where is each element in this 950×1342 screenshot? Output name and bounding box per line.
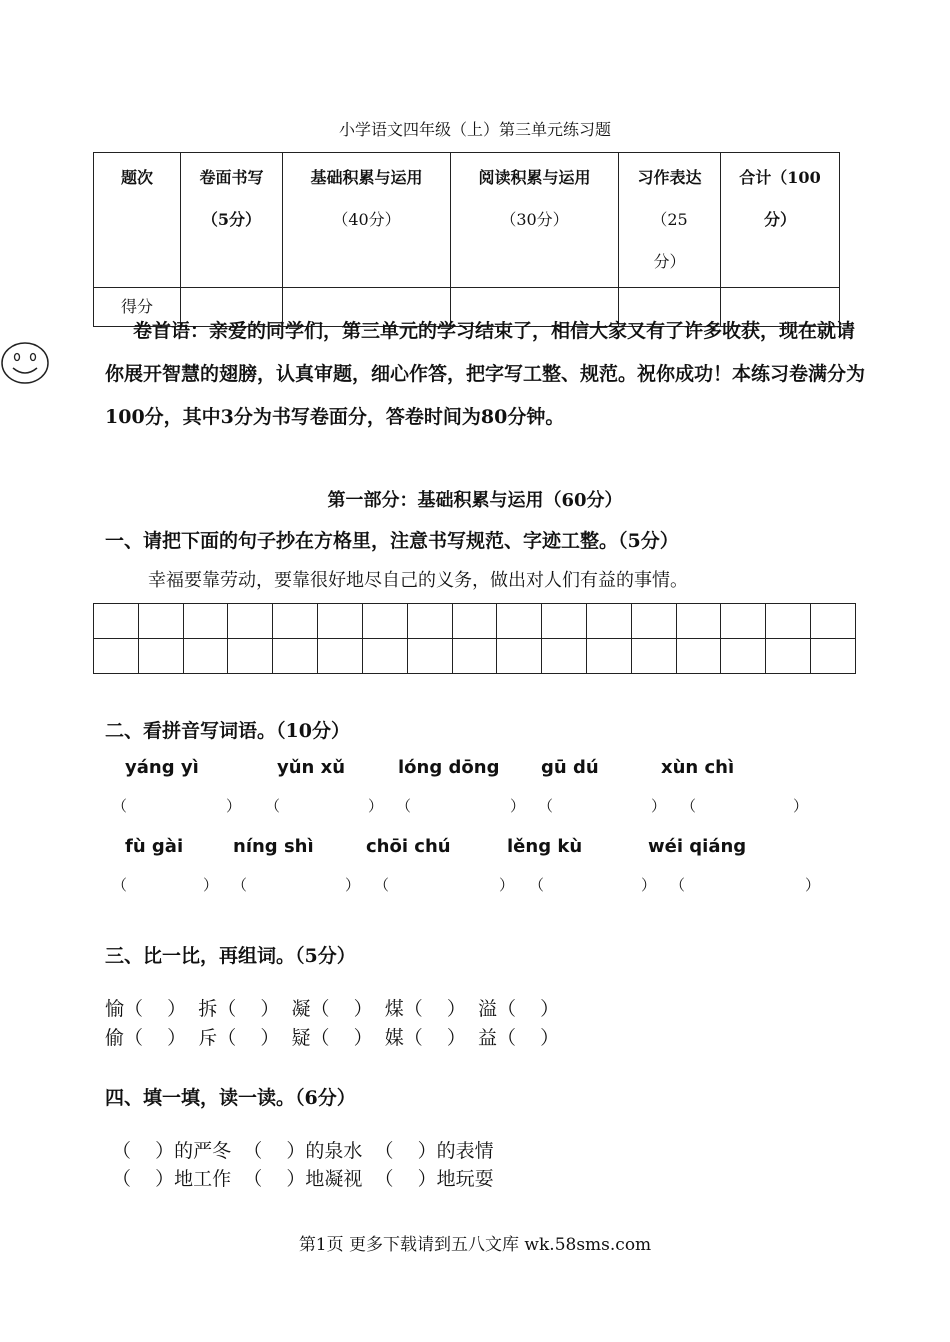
grid-cell[interactable]: [676, 604, 721, 639]
pinyin-item: wéi qiáng: [648, 836, 747, 857]
grid-cell[interactable]: [183, 639, 228, 674]
answer-paren-close: ）: [651, 797, 667, 815]
q2-heading: 二、看拼音写词语。（10分）: [105, 720, 350, 742]
q3-line: 愉（ ） 拆（ ） 凝（ ） 煤（ ） 溢（ ）: [105, 998, 560, 1020]
grid-cell[interactable]: [273, 639, 318, 674]
answer-paren-open: （: [232, 876, 248, 894]
grid-cell[interactable]: [721, 604, 766, 639]
header-cell-total: 合计（100 分）: [721, 153, 840, 288]
grid-cell[interactable]: [811, 604, 856, 639]
grid-cell[interactable]: [407, 639, 452, 674]
grid-cell[interactable]: [362, 604, 407, 639]
answer-paren-close: ）: [368, 797, 384, 815]
answer-paren-open: （: [112, 876, 128, 894]
answer-paren-open: （: [529, 876, 545, 894]
intro-paragraph: 卷首语：亲爱的同学们，第三单元的学习结束了，相信大家又有了许多收获，现在就请你展开智慧的翅膀，认真审题，细心作答，把字写工整、规范。祝你成功！本练习卷满分为100分，其中3分为书写卷面分，答卷时间为80分钟。: [105, 320, 866, 428]
header-cell-writing: 卷面书写 （5分）: [181, 153, 283, 288]
answer-paren-close: ）: [793, 797, 809, 815]
grid-cell[interactable]: [94, 639, 139, 674]
score-row-label: 得分: [94, 288, 181, 327]
grid-cell[interactable]: [228, 639, 273, 674]
q3-heading: 三、比一比，再组词。（5分）: [105, 945, 356, 967]
grid-cell[interactable]: [631, 604, 676, 639]
pinyin-item: xùn chì: [661, 757, 735, 778]
grid-cell[interactable]: [676, 639, 721, 674]
grid-cell[interactable]: [407, 604, 452, 639]
grid-cell[interactable]: [631, 639, 676, 674]
q1-heading: 一、请把下面的句子抄在方格里，注意书写规范、字迹工整。（5分）: [105, 530, 679, 552]
answer-paren-close: ）: [345, 876, 361, 894]
grid-row: [94, 604, 856, 639]
page-footer: 第1页 更多下载请到五八文库 wk.58sms.com: [298, 1235, 652, 1255]
grid-cell[interactable]: [542, 604, 587, 639]
smiley-face-icon: [0, 340, 50, 386]
answer-paren-open: （: [670, 876, 686, 894]
grid-cell[interactable]: [721, 639, 766, 674]
header-cell-reading: 阅读积累与运用 （30分）: [451, 153, 619, 288]
answer-paren-close: ）: [203, 876, 219, 894]
q4-heading: 四、填一填，读一读。（6分）: [105, 1087, 356, 1109]
q4-line: （ ）地工作 （ ）地凝视 （ ）地玩耍: [112, 1168, 494, 1190]
grid-cell[interactable]: [811, 639, 856, 674]
grid-cell[interactable]: [138, 639, 183, 674]
answer-paren-open: （: [538, 797, 554, 815]
grid-cell[interactable]: [318, 639, 363, 674]
grid-cell[interactable]: [138, 604, 183, 639]
answer-paren-open: （: [681, 797, 697, 815]
answer-paren-close: ）: [510, 797, 526, 815]
grid-cell[interactable]: [497, 604, 542, 639]
grid-cell[interactable]: [586, 639, 631, 674]
answer-paren-close: ）: [641, 876, 657, 894]
answer-paren-close: ）: [805, 876, 821, 894]
grid-cell[interactable]: [542, 639, 587, 674]
pinyin-item: níng shì: [233, 836, 314, 857]
answer-paren-open: （: [374, 876, 390, 894]
grid-cell[interactable]: [497, 639, 542, 674]
part1-title: 第一部分：基础积累与运用（60分）: [327, 490, 623, 511]
pinyin-item: lóng dōng: [398, 757, 500, 778]
grid-cell[interactable]: [273, 604, 318, 639]
grid-cell[interactable]: [94, 604, 139, 639]
grid-cell[interactable]: [318, 604, 363, 639]
grid-cell[interactable]: [228, 604, 273, 639]
grid-cell[interactable]: [586, 604, 631, 639]
q4-line: （ ）的严冬 （ ）的泉水 （ ）的表情: [112, 1140, 494, 1162]
header-cell-item: 题次: [94, 153, 181, 288]
grid-cell[interactable]: [183, 604, 228, 639]
q3-line: 偷（ ） 斥（ ） 疑（ ） 媒（ ） 益（ ）: [105, 1027, 560, 1049]
grid-cell[interactable]: [362, 639, 407, 674]
header-cell-composition: 习作表达 （25 分）: [619, 153, 721, 288]
grid-cell[interactable]: [452, 639, 497, 674]
writing-grid: [93, 603, 856, 674]
grid-cell[interactable]: [766, 639, 811, 674]
page-title: 小学语文四年级（上）第三单元练习题: [338, 120, 611, 139]
pinyin-item: lěng kù: [507, 836, 583, 857]
answer-paren-open: （: [396, 797, 412, 815]
q1-sentence: 幸福要靠劳动，要靠很好地尽自己的义务，做出对人们有益的事情。: [148, 570, 688, 591]
pinyin-item: fù gài: [125, 836, 184, 857]
answer-paren-close: ）: [499, 876, 515, 894]
grid-cell[interactable]: [766, 604, 811, 639]
score-table-header-row: [94, 153, 840, 288]
score-table: [93, 152, 840, 327]
pinyin-item: yǔn xǔ: [277, 757, 346, 778]
grid-row: [94, 639, 856, 674]
answer-paren-open: （: [265, 797, 281, 815]
pinyin-item: yáng yì: [125, 757, 199, 778]
pinyin-item: gū dú: [541, 757, 599, 778]
pinyin-item: chōi chú: [366, 836, 451, 857]
answer-paren-close: ）: [226, 797, 242, 815]
answer-paren-open: （: [112, 797, 128, 815]
grid-cell[interactable]: [452, 604, 497, 639]
header-cell-basic: 基础积累与运用 （40分）: [283, 153, 451, 288]
